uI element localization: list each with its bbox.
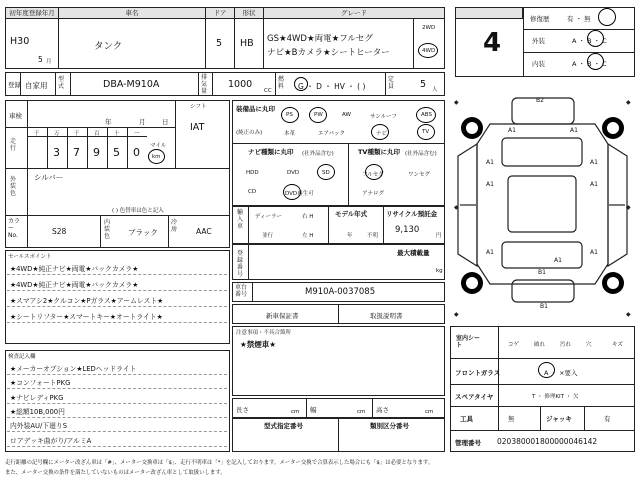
car-class-label: 登録 (8, 81, 21, 89)
mileage-digit-label: 千 (74, 131, 80, 137)
equipment-item: サンルーフ (370, 114, 397, 120)
chassis-value: M910A-0037085 (305, 287, 376, 297)
equipment-circle (416, 107, 436, 123)
import-right-h: 右 H (302, 214, 314, 220)
type-label: 型式指定番号 (264, 422, 303, 430)
seat-option: 穴 (586, 342, 592, 348)
inspector-rule (7, 388, 227, 389)
color-code-value: S28 (52, 227, 67, 236)
capacity: 5 (420, 79, 427, 90)
model-year-label: モデル年式 (335, 210, 368, 218)
sales-points-title: セールスポイント (8, 254, 52, 260)
spare-label: スペアタイヤ (455, 393, 494, 401)
model-year-unit: 年 (347, 233, 353, 239)
shape: HB (240, 38, 254, 49)
diag-label: A1 (554, 257, 562, 264)
mileage-digit-label: 万 (54, 131, 60, 137)
doors: 5 (216, 38, 223, 49)
navi-type-item: HDD (246, 170, 259, 176)
sales-point-line: ★4WD★純正ナビ★両電★バックカメラ★ (10, 281, 139, 289)
seat-option: 汚れ (560, 342, 572, 348)
inspector-rule (7, 403, 227, 404)
capacity-label: 定員 (388, 76, 395, 90)
equipment-item: PS (286, 112, 293, 118)
recycle-unit: 円 (436, 233, 442, 239)
inspector-line: ★総額10B,000円 (10, 407, 65, 416)
seat-option: キズ (612, 342, 623, 348)
fuel-g-circle (294, 77, 308, 91)
svg-text:◆: ◆ (454, 204, 459, 211)
fuel-options: G ・ D ・ HV ・ ( ) (298, 82, 366, 91)
import-parallel: 並行 (262, 233, 274, 239)
interior-b-circle (587, 53, 604, 70)
first-reg-month: 5 (38, 55, 43, 64)
capacity-unit: 人 (432, 87, 438, 93)
glass-label: フロントガラス (455, 369, 501, 377)
month-unit: 月 (46, 59, 52, 65)
tv-type-item: フルセグ (362, 172, 384, 178)
diag-label: A1 (590, 181, 598, 188)
row2 (5, 72, 445, 96)
inspector-rule (7, 417, 227, 418)
mileage-digit-label: 千 (34, 131, 40, 137)
ac-value: AAC (196, 227, 212, 236)
category-label: 類別区分番号 (370, 422, 409, 430)
navi-type-note: (社外品含む) (302, 151, 334, 157)
sales-point-line: ★スマアシ2★クルコン★Pガラス★アームレスト★ (10, 297, 164, 305)
recycle-value: 9,130 (395, 225, 420, 235)
km-unit-label: km (152, 154, 161, 160)
tools-label: 工具 (460, 415, 473, 423)
diag-label: B1 (540, 303, 548, 310)
navi-type-item: DVD再生可 (285, 191, 314, 197)
first-reg-year: H30 (10, 36, 30, 47)
inspection-year: 年 (105, 118, 112, 126)
model-year-unknown: 不明 (367, 233, 379, 239)
sales-point-line: ★シートリフター★スマートキー★オートライト★ (10, 313, 163, 321)
equipment-circle (309, 107, 327, 123)
mileage-divider (47, 127, 48, 168)
inspector-line: ロアデッキ曲がり/アルミA (10, 436, 92, 445)
svg-text:◆: ◆ (454, 311, 459, 318)
mileage-digit: 9 (93, 146, 100, 159)
diag-label: A1 (486, 249, 494, 256)
navi-type-item: SD (322, 170, 330, 176)
owner-manual: 取扱説明書 (370, 312, 403, 320)
diag-label: A1 (590, 159, 598, 166)
mileage-divider (67, 127, 68, 168)
diag-label: A1 (486, 159, 494, 166)
jack-label: ジャッキ (546, 415, 572, 423)
diag-label: A1 (508, 127, 516, 134)
spare-options: T ・ 修理KIT ・ 欠 (532, 394, 579, 400)
mileage-digit-label: 百 (94, 131, 100, 137)
equipment-item: 本革 (284, 131, 296, 137)
navi-type-item: DVD (287, 170, 300, 176)
inspector-rule (7, 374, 227, 375)
repair-none-circle (598, 8, 616, 26)
inspector-line: ★コンフォートPKG (10, 379, 71, 388)
equipment-item: エアバック (318, 131, 346, 137)
equipment-circle (281, 107, 299, 123)
notes-title: 注意事項・不具合箇所 (236, 330, 292, 336)
sales-point-rule (7, 290, 227, 291)
color-code-label: カラーNo. (8, 218, 21, 239)
footer-line-2: また、メーター交換の条件を満たしていないものはメーター改ざん車として取扱いします。 (5, 470, 226, 476)
diag-label: B2 (536, 97, 544, 104)
model-label: 型式 (58, 76, 65, 90)
diag-label: B1 (538, 269, 546, 276)
mileage-digit: 7 (73, 146, 80, 159)
mgmt-value: 020380001800000046142 (497, 437, 598, 446)
exterior-color-note: ( ) 色替車は色と記入 (112, 208, 164, 214)
exterior-b-circle (587, 30, 604, 47)
interior-label: 内装 (532, 60, 545, 68)
tv-type-item: アナログ (362, 191, 385, 197)
tv-type-item: ワンセグ (408, 172, 431, 178)
navi-type-item: CD (248, 189, 257, 195)
inspector-line: ★メーカーオプション★LEDヘッドライト (10, 365, 137, 373)
mileage-divider (87, 127, 88, 168)
import-dealer: ディーラー (255, 214, 283, 220)
mileage-digit: 5 (113, 146, 120, 159)
dims-row (232, 398, 445, 418)
equipment-item: PW (314, 112, 323, 118)
interior-color-label: 内装色 (104, 219, 111, 240)
displacement: 1000 (228, 79, 253, 90)
glass-options: A ・ ×要入 (544, 369, 578, 377)
model: DBA-M910A (103, 79, 160, 90)
car-diagram (450, 84, 635, 324)
inspector-line: 内外装AU/下廻りS (10, 422, 68, 431)
max-load-label: 最大積載量 (397, 249, 430, 257)
equipment-circle (417, 124, 435, 140)
width-label: 幅 (310, 406, 317, 414)
svg-text:◆: ◆ (626, 204, 631, 211)
equipment-item: ナビ (376, 131, 388, 137)
diag-label: A1 (570, 127, 578, 134)
usage: 自家用 (25, 81, 48, 90)
grade-header: グレード (263, 7, 445, 19)
svg-text:◆: ◆ (626, 99, 631, 106)
width-unit: cm (357, 409, 366, 415)
equipment-title: 装備品に丸印 (236, 105, 275, 113)
displacement-label: 排気量 (201, 74, 208, 95)
drive-4wd: 4WD (422, 48, 436, 54)
equipment-item: AW (342, 112, 351, 118)
mileage-digit-label: 一 (134, 131, 140, 137)
inspection-label: 車検 (9, 112, 22, 120)
mileage-divider (127, 127, 128, 168)
interior-options: A ・ B ・ C (572, 60, 607, 68)
exterior-options: A ・ B ・ C (572, 37, 607, 45)
km-circle (148, 149, 165, 164)
grade-line-1: GS★4WD★両電★フルセグ (267, 34, 373, 44)
shift-value: IAT (190, 122, 205, 133)
repair-label: 修復歴 (530, 15, 550, 23)
equipment-item: TV (422, 129, 430, 135)
seat-option: コゲ (508, 342, 520, 348)
drive-2wd: 2WD (422, 25, 436, 31)
navi-dvd-circle (283, 184, 301, 200)
inspector-rule (7, 446, 227, 447)
sales-point-rule (7, 322, 227, 323)
mile-unit-label: マイル (150, 143, 167, 149)
notes-box (232, 326, 445, 396)
exterior-label: 外装 (532, 37, 545, 45)
inspector-rule (7, 431, 227, 432)
inspection-month: 月 (139, 118, 146, 126)
diag-label: A1 (590, 249, 598, 256)
repair-options: 有 ・ 無 (567, 15, 591, 23)
seat-label: 室内シート (456, 335, 481, 349)
mgmt-label: 管理番号 (455, 439, 481, 447)
car-name-header: 車名 (58, 7, 206, 19)
sales-point-rule (7, 274, 227, 275)
drive-4wd-circle (418, 43, 438, 58)
interior-color-value: ブラック (128, 228, 158, 237)
mileage-digit: 0 (133, 146, 140, 159)
length-unit: cm (291, 409, 300, 415)
grade-line-2: ナビ★Bカメラ★シートヒーター (267, 48, 390, 58)
import-label: 輸入車 (237, 209, 244, 230)
notes-text: ★禁煙車★ (240, 340, 276, 349)
inspection-day: 日 (162, 118, 169, 126)
mileage-digit-label: 十 (114, 131, 120, 137)
height-unit: cm (425, 409, 434, 415)
svg-text:◆: ◆ (626, 311, 631, 318)
score-value: 4 (483, 28, 502, 58)
door-header: ドア (205, 7, 235, 19)
warranty-book: 新車保証書 (266, 312, 299, 320)
shift-label: シフト (190, 104, 207, 110)
equipment-note: (純正のみ) (236, 130, 263, 136)
exterior-color-value: シルバー (34, 173, 64, 182)
glass-a-circle (538, 362, 555, 378)
inspector-line: ★ナビレディPKG (10, 393, 64, 402)
first-reg-header: 初年度登録年月 (5, 7, 59, 19)
equipment-item: ABS (421, 112, 432, 118)
tv-fullseg-circle (365, 164, 383, 180)
car-name: タンク (94, 41, 123, 52)
tv-type-note: (社外品含む) (405, 151, 437, 157)
mileage-divider (107, 127, 108, 168)
cc-unit: CC (264, 88, 272, 94)
tv-type-title: TV種類に丸印 (358, 148, 400, 156)
exterior-color-label: 外装色 (10, 176, 17, 197)
recycle-label: リサイクル預託金 (386, 210, 438, 218)
inspector-title: 検査記入欄 (8, 354, 36, 360)
sales-point-line: ★4WD★純正ナビ★両電★バックカメラ★ (10, 265, 139, 273)
height-label: 高さ (376, 406, 389, 414)
score-header (455, 7, 523, 19)
diag-label: A1 (486, 181, 494, 188)
chassis-label: 車台番号 (235, 284, 248, 298)
ac-label: 冷房 (171, 219, 178, 233)
sales-point-rule (7, 306, 227, 307)
reg-no-label: 登録番号 (237, 250, 244, 278)
max-load-unit: kg (436, 268, 443, 274)
seat-option: 破れ (534, 342, 546, 348)
jack-value: 有 (604, 415, 611, 423)
import-left-h: 左 H (302, 233, 314, 239)
fuel-label: 燃料 (278, 76, 285, 90)
footer-line-1: 走行距離の記号欄にメーター改ざん車は「#」、メーター交換車は「$」、走行不明車は「*」を記入しております。メーター交換で合算表示した場合にも「$」は必要となります。 (5, 460, 434, 466)
length-label: 長さ (236, 406, 249, 414)
equipment-circle (371, 124, 389, 140)
navi-type-title: ナビ種類に丸印 (248, 148, 294, 156)
mileage-digit: 3 (53, 146, 60, 159)
navi-sd-circle (317, 164, 335, 180)
mileage-label: 走行 (10, 138, 17, 152)
svg-text:◆: ◆ (454, 99, 459, 106)
shape-header: 形状 (234, 7, 264, 19)
tools-value: 無 (508, 415, 515, 423)
